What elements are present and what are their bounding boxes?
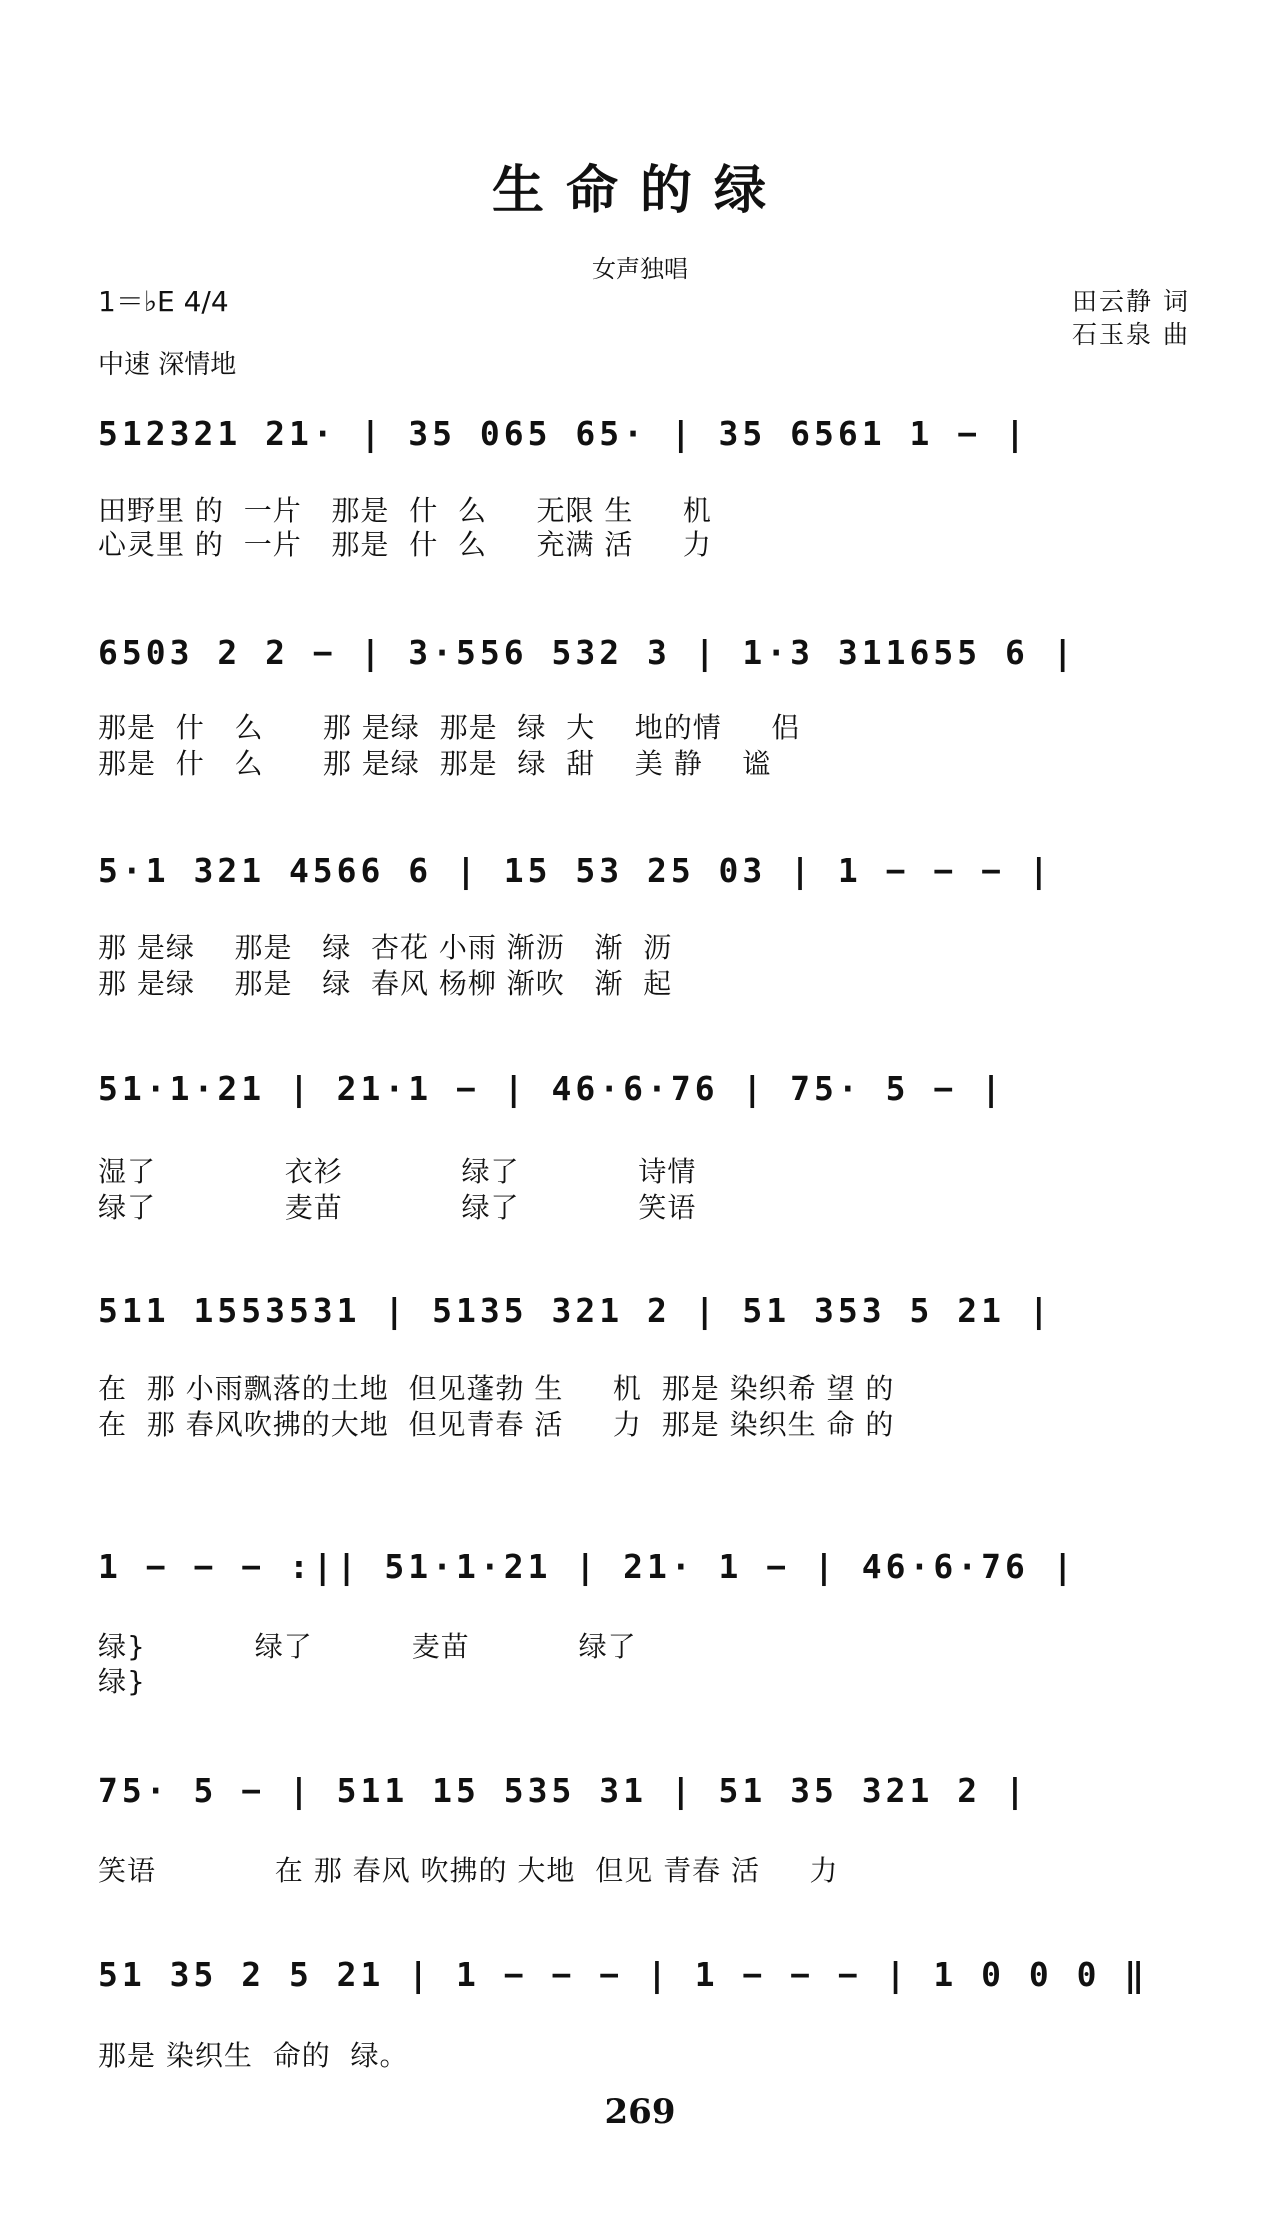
notation-text: 1 − − − :|| 51·1·21 | 21· 1 − | 46·6·76 |: [98, 1547, 1077, 1586]
lyric-line-1b: 心灵里 的 一片 那是 什 么 充满 活 力: [98, 528, 712, 561]
notation-line-4: [98, 1069, 1208, 1129]
notation-text: 6503 2 2 − | 3·556 532 3 | 1·3 311655 6 |: [98, 633, 1077, 672]
lyric-line-4b: 绿了 麦苗 绿了 笑语: [98, 1191, 697, 1224]
lyric-line-6a: 绿} 绿了 麦苗 绿了: [98, 1630, 637, 1663]
composer-credit: 石玉泉 曲: [1072, 320, 1190, 349]
notation-text: 511 1553531 | 5135 321 2 | 51 353 5 21 |: [98, 1291, 1053, 1330]
performance-type: 女声独唱: [592, 255, 688, 283]
lyric-line-2b: 那是 什 么 那 是绿 那是 绿 甜 美 静 谧: [98, 747, 772, 780]
lyric-line-2a: 那是 什 么 那 是绿 那是 绿 大 地的情 侣: [98, 711, 801, 744]
song-title: 生命的绿: [491, 160, 788, 221]
notation-text: 75· 5 − | 511 15 535 31 | 51 35 321 2 |: [98, 1771, 1029, 1810]
notation-line-7: [98, 1771, 1208, 1831]
notation-line-6: [98, 1547, 1208, 1607]
notation-line-3: [98, 851, 1208, 911]
lyric-line-6b: 绿}: [98, 1665, 146, 1698]
lyric-line-1a: 田野里 的 一片 那是 什 么 无限 生 机: [98, 494, 712, 527]
lyric-line-3a: 那 是绿 那是 绿 杏花 小雨 渐沥 渐 沥: [98, 931, 673, 964]
tempo-marking: 中速 深情地: [98, 350, 237, 380]
key-signature: 1＝♭E 4/4: [98, 285, 229, 318]
lyric-line-5b: 在 那 春风吹拂的大地 但见青春 活 力 那是 染织生 命 的: [98, 1408, 895, 1441]
notation-line-2: [98, 633, 1208, 693]
notation-line-5: [98, 1291, 1208, 1351]
lyric-line-3b: 那 是绿 那是 绿 春风 杨柳 渐吹 渐 起: [98, 967, 673, 1000]
notation-text: 51·1·21 | 21·1 − | 46·6·76 | 75· 5 − |: [98, 1069, 1005, 1108]
lyric-line-5a: 在 那 小雨飘落的土地 但见蓬勃 生 机 那是 染织希 望 的: [98, 1372, 895, 1405]
lyric-line-7a: 笑语 在 那 春风 吹拂的 大地 但见 青春 活 力: [98, 1854, 839, 1887]
lyric-line-8a: 那是 染织生 命的 绿。: [98, 2039, 409, 2072]
notation-line-1: [98, 414, 1208, 474]
lyric-line-4a: 湿了 衣衫 绿了 诗情: [98, 1155, 697, 1188]
notation-text: 51 35 2 5 21 | 1 − − − | 1 − − − | 1 0 0 0 ‖: [98, 1955, 1149, 1994]
notation-line-8: [98, 1955, 1208, 2015]
lyricist-credit: 田云静 词: [1072, 287, 1190, 316]
notation-text: 512321 21· | 35 065 65· | 35 6561 1 − |: [98, 414, 1029, 453]
page-number: 269: [604, 2092, 676, 2132]
notation-text: 5·1 321 4566 6 | 15 53 25 03 | 1 − − − |: [98, 851, 1053, 890]
